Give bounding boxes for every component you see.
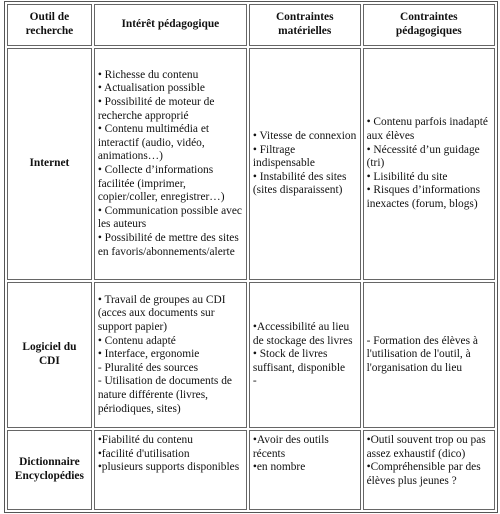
list-item: • Filtrage indispensable xyxy=(252,143,315,170)
row-tool-name: Dictionnaire Encyclopédies xyxy=(7,430,92,510)
pedagogical-list xyxy=(367,116,491,211)
cell-interest xyxy=(94,48,247,280)
material-list xyxy=(253,130,357,198)
list-item: •plusieurs supports disponibles xyxy=(97,461,240,474)
list-item: •Compréhensible par des élèves plus jeunes ? xyxy=(366,461,481,487)
table-row-dictionnaire xyxy=(7,430,495,510)
list-item: • Actualisation possible xyxy=(97,82,205,95)
list-item: • Possibilité de mettre des sites en favoris/abonnements/alerte xyxy=(97,231,239,258)
interest-list xyxy=(98,294,243,416)
comparison-table xyxy=(4,1,498,513)
list-item: •en nombre xyxy=(252,461,306,474)
interest-list xyxy=(98,69,243,259)
header-interest: Intérêt pédagogique xyxy=(94,4,247,46)
table-row-logiciel xyxy=(7,282,495,428)
list-item: • Richesse du contenu xyxy=(97,68,199,81)
list-item: • Lisibilité du site xyxy=(366,170,448,183)
list-item: - Formation des élèves à l'utilisation de l'outil, à l'organisation du lieu xyxy=(366,334,478,374)
row-tool-name: Internet xyxy=(7,48,92,280)
material-list xyxy=(253,434,357,475)
list-item: • Travail de groupes au CDI (acces aux documents sur support papier) xyxy=(97,293,226,334)
list-item: • Stock de livres suffisant, disponible xyxy=(252,348,346,374)
cell-material xyxy=(249,430,361,510)
pedagogical-list xyxy=(367,434,491,488)
list-item: • Communication possible avec les auteurs xyxy=(97,204,242,231)
header-material: Contraintes matérielles xyxy=(249,4,361,46)
list-item: • Contenu adapté xyxy=(97,334,176,347)
pedagogical-list xyxy=(367,335,491,376)
list-item: • Vitesse de connexion xyxy=(252,130,357,143)
list-item: •Avoir des outils récents xyxy=(252,434,329,460)
list-item: • Nécessité d’un guidage (tri) xyxy=(366,143,480,170)
table-row-internet xyxy=(7,48,495,280)
list-item: • Possibilité de moteur de recherche approprié xyxy=(97,96,215,122)
cell-material xyxy=(249,48,361,280)
cell-interest xyxy=(94,282,247,428)
interest-list xyxy=(98,434,243,475)
material-list xyxy=(253,321,357,389)
header-tool: Outil de recherche xyxy=(7,4,92,46)
list-item: •Accessibilité au lieu de stockage des livres xyxy=(252,321,353,347)
list-item: •Fiabilité du contenu xyxy=(97,434,193,446)
list-item: - Utilisation de documents de nature différente (livres, périodiques, sites) xyxy=(97,375,232,415)
list-item: • Contenu multimédia et interactif (audio, vidéo, animations…) xyxy=(97,123,210,163)
list-item: • Contenu parfois inadapté aux élèves xyxy=(366,116,488,143)
cell-pedagogical xyxy=(363,48,495,280)
list-item: • Instabilité des sites (sites disparaissent) xyxy=(252,170,347,197)
cell-interest xyxy=(94,430,247,510)
list-item: •facilité d'utilisation xyxy=(97,447,190,460)
header-pedagogical: Contraintes pédagogiques xyxy=(363,4,495,46)
row-tool-name: Logiciel du CDI xyxy=(7,282,92,428)
list-item: • Risques d’informations inexactes (forum, blogs) xyxy=(366,184,481,210)
cell-pedagogical xyxy=(363,282,495,428)
list-item: - Pluralité des sources xyxy=(97,361,199,374)
cell-pedagogical xyxy=(363,430,495,510)
list-item: - xyxy=(252,375,257,388)
list-item: • Collecte d’informations facilitée (imprimer, copier/coller, enregistrer…) xyxy=(97,164,225,204)
list-item: • Interface, ergonomie xyxy=(97,348,200,361)
cell-material xyxy=(249,282,361,428)
list-item: •Outil souvent trop ou pas assez exhaustif (dico) xyxy=(366,434,486,460)
header-row xyxy=(7,4,495,46)
